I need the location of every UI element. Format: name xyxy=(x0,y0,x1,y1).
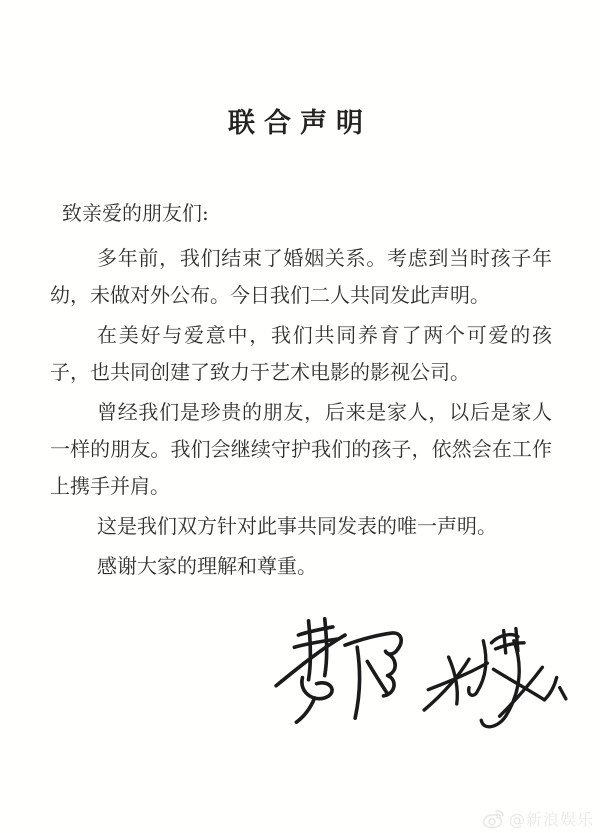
paragraph: 在美好与爱意中，我们共同养育了两个可爱的孩子，也共同创建了致力于艺术电影的影视公司。 xyxy=(50,323,552,384)
signature-block xyxy=(268,604,578,744)
watermark xyxy=(482,806,594,830)
watermark-text: @新浪娱乐 xyxy=(508,809,594,829)
paragraph: 曾经我们是珍贵的朋友，后来是家人，以后是家人一样的朋友。我们会继续守护我们的孩子，依然会在工作上携手并肩。 xyxy=(50,400,552,498)
paragraph: 多年前，我们结束了婚姻关系。考虑到当时孩子年幼，未做对外公布。今日我们二人共同发此声明。 xyxy=(50,246,552,307)
letter-body xyxy=(50,195,552,588)
paragraph: 感谢大家的理解和尊重。 xyxy=(97,554,317,578)
weibo-icon xyxy=(482,806,506,830)
signature-yao-chen xyxy=(416,626,574,734)
greeting-line: 致亲爱的朋友们: xyxy=(62,201,209,225)
paragraph: 这是我们双方针对此事共同发表的唯一声明。 xyxy=(97,514,497,538)
signature-cao-yu xyxy=(268,604,420,732)
document-title: 联合声明 xyxy=(228,108,372,139)
